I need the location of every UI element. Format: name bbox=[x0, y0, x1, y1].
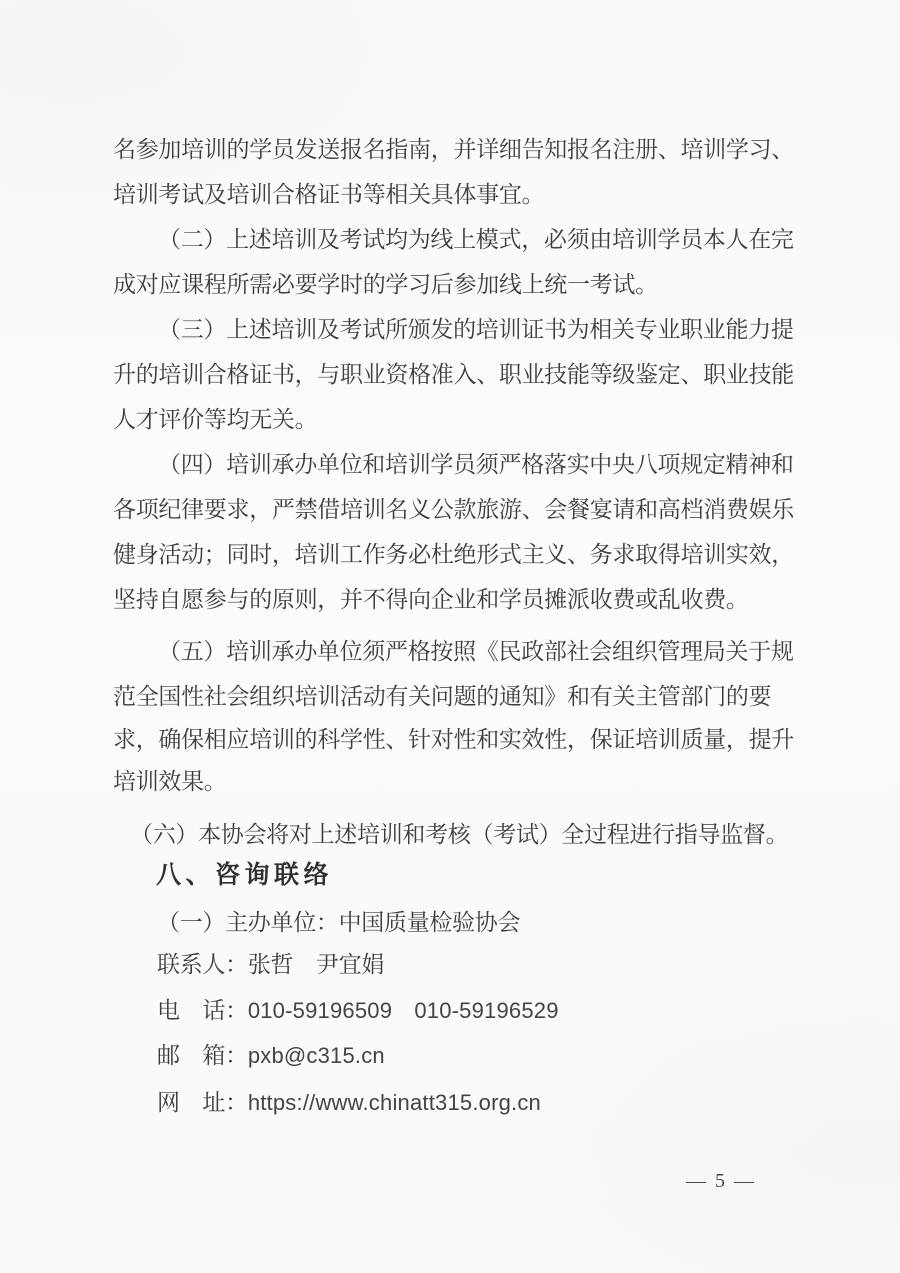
body-line: 成对应课程所需必要学时的学习后参加线上统一考试。 bbox=[113, 272, 658, 297]
body-line: 培训考试及培训合格证书等相关具体事宜。 bbox=[113, 182, 545, 207]
contact-person-label: 联系人： bbox=[157, 952, 248, 977]
contact-person-line bbox=[157, 953, 384, 976]
contact-person-names: 张哲 尹宜娟 bbox=[247, 952, 385, 977]
body-line: 范全国性社会组织培训活动有关问题的通知》和有关主管部门的要 bbox=[113, 684, 772, 709]
website-line bbox=[157, 1091, 541, 1114]
page-number: — 5 — bbox=[686, 1170, 756, 1192]
body-line: 坚持自愿参与的原则，并不得向企业和学员摊派收费或乱收费。 bbox=[113, 587, 749, 612]
email-line bbox=[157, 1044, 385, 1067]
body-line: 名参加培训的学员发送报名指南，并详细告知报名注册、培训学习、 bbox=[113, 137, 795, 162]
body-line: （五）培训承办单位须严格按照《民政部社会组织管理局关于规 bbox=[158, 639, 794, 664]
phone-line bbox=[157, 999, 559, 1022]
body-line: （二）上述培训及考试均为线上模式，必须由培训学员本人在完 bbox=[158, 227, 794, 252]
email-address: pxb@c315.cn bbox=[247, 1043, 385, 1068]
body-line: （六）本协会将对上述培训和考核（考试）全过程进行指导监督。 bbox=[130, 822, 789, 847]
body-line: （三）上述培训及考试所颁发的培训证书为相关专业职业能力提 bbox=[158, 317, 794, 342]
contact-organizer-line: （一）主办单位：中国质量检验协会 bbox=[157, 910, 521, 935]
section-heading: 八、咨询联络 bbox=[156, 861, 334, 889]
body-line: 健身活动；同时，培训工作务必杜绝形式主义、务求取得培训实效， bbox=[113, 542, 795, 567]
body-line: 人才评价等均无关。 bbox=[113, 407, 318, 432]
body-line: （四）培训承办单位和培训学员须严格落实中央八项规定精神和 bbox=[158, 452, 794, 477]
website-url: https://www.chinatt315.org.cn bbox=[247, 1090, 541, 1115]
body-line: 求，确保相应培训的科学性、针对性和实效性，保证培训质量，提升 bbox=[113, 727, 795, 752]
email-label: 邮 箱： bbox=[157, 1043, 248, 1068]
body-line: 培训效果。 bbox=[113, 769, 227, 794]
phone-numbers: 010-59196509 010-59196529 bbox=[247, 998, 559, 1023]
body-line: 各项纪律要求，严禁借培训名义公款旅游、会餐宴请和高档消费娱乐 bbox=[113, 497, 795, 522]
body-line: 升的培训合格证书，与职业资格准入、职业技能等级鉴定、职业技能 bbox=[113, 362, 795, 387]
website-label: 网 址： bbox=[157, 1090, 248, 1115]
phone-label: 电 话： bbox=[157, 998, 248, 1023]
